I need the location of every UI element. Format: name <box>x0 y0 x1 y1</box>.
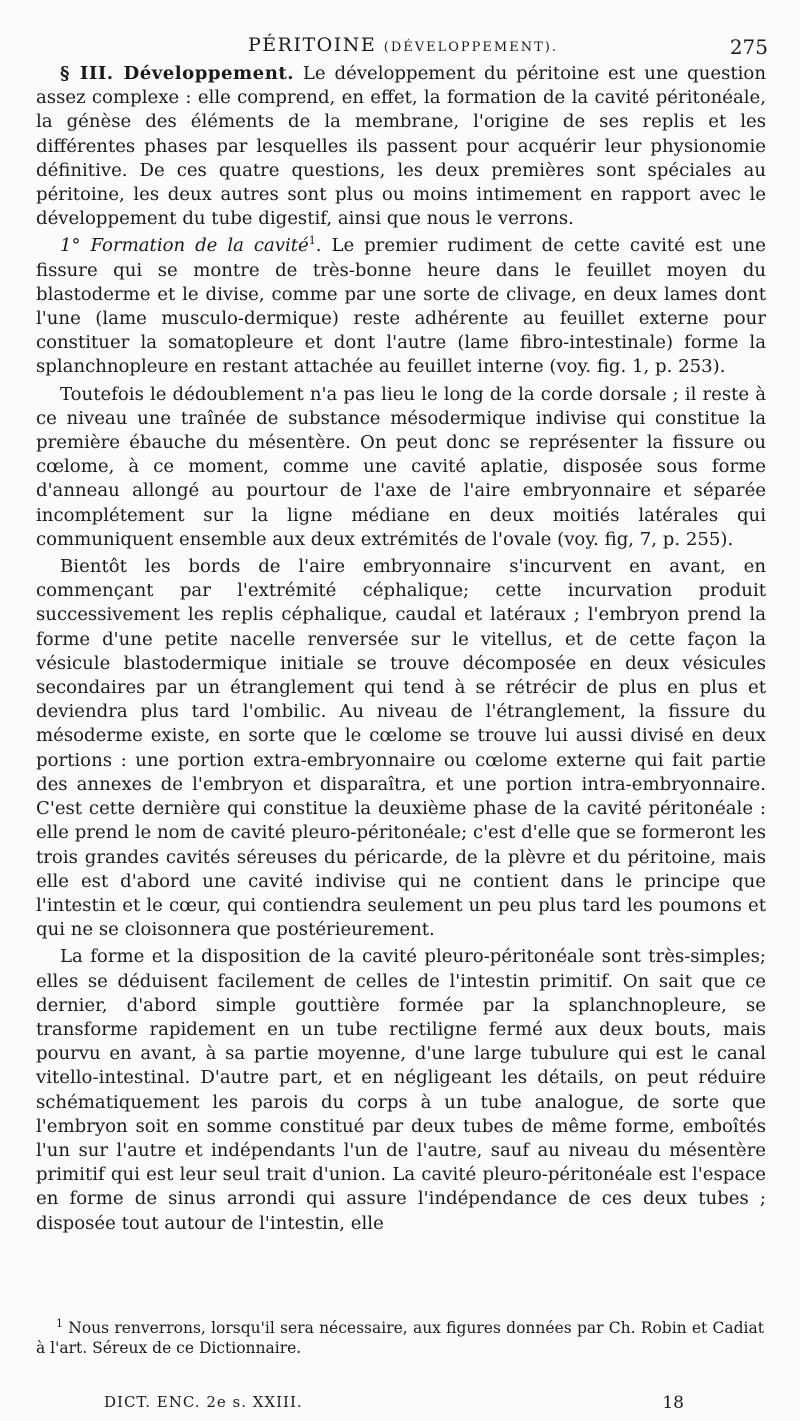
paragraph-forme-cavite <box>36 945 766 1235</box>
page-number: 275 <box>729 35 768 59</box>
running-title <box>36 34 770 56</box>
footnotes <box>36 1318 764 1358</box>
page-footer <box>60 1393 760 1415</box>
paragraph-incurvation <box>36 555 766 942</box>
footnote-text: Nous renverrons, lorsqu'il sera nécessaire, aux figures données par Ch. Robin et Cadiat à l'art. Séreux de ce Dictionnaire. <box>36 1319 764 1357</box>
header-title: PÉRITOINE <box>248 34 377 56</box>
running-head <box>36 28 770 62</box>
paragraph-text: Toutefois le dédoublement n'a pas lieu le long de la corde dorsale ; il reste à ce niveau une traînée de substance mésodermique indivise qui constitue la première ébauche du mésentère. On peut donc se représenter la fissure ou cœlome, à ce moment, comme une cavité aplatie, disposée sous forme d'anneau allongé au pourtour de l'axe de l'aire embryonnaire et séparée incomplétement sur la ligne médiane en deux moitiés latérales qui communiquent ensemble aux deux extrémités de l'ovale (voy. fig, 7, p. 255). <box>36 383 766 550</box>
section-heading: § III. Développement. <box>60 63 294 84</box>
signature-line: DICT. ENC. 2e s. XXIII. <box>104 1393 303 1411</box>
paragraph-text: . Le premier rudiment de cette cavité est une fissure qui se montre de très-bonne heure dans le feuillet moyen du blastoderme et le divise, comme par une sorte de clivage, en deux lames dont l'une (lame musculo-dermique) reste adhérente au feuillet externe pour constituer la somatopleure et dont l'autre (lame fibro-intestinale) forme la splanchnopleure en restant attachée au feuillet interne (voy. fig. 1, p. 253). <box>36 235 766 378</box>
paragraph-formation <box>36 234 766 379</box>
paragraph-text: La forme et la disposition de la cavité pleuro-péritonéale sont très-simples; elles se déduisent facilement de celles de l'intestin primitif. On sait que ce dernier, d'abord simple gouttière formée par la splanchnopleure, se transforme rapidement en un tube rectiligne fermé aux deux bouts, mais pourvu en avant, à sa partie moyenne, d'une large tubulure qui est le canal vitello-intestinal. D'autre part, et en négligeant les détails, on peut réduire schématiquement les parois du corps à un tube analogue, de sorte que l'embryon soit en somme constitué par deux tubes de même forme, emboîtés l'un sur l'autre et indépendants l'un de l'autre, sauf au niveau du mésentère primitif qui est leur seul trait d'union. La cavité pleuro-péritonéale est l'espace en forme de sinus arrondi qui assure l'indépendance de ces deux tubes ; disposée tout autour de l'intestin, elle <box>36 946 766 1234</box>
subsection-heading: 1° Formation de la cavité <box>60 235 309 257</box>
footnote <box>36 1318 764 1358</box>
paragraph-text: Le développement du péritoine est une question assez complexe : elle comprend, en effet, la formation de la cavité péritonéale, la génèse des éléments de la membrane, l'origine de ses replis et les différentes phases par lesquelles ils passent pour acquérir leur physionomie définitive. De ces quatre questions, les deux premières sont spéciales au péritoine, les deux autres sont plus ou moins intimement en rapport avec le développement du tube digestif, ainsi que nous le verrons. <box>36 63 766 230</box>
footnote-reference: 1 <box>308 234 316 248</box>
body-text <box>36 62 766 1236</box>
paragraph-intro <box>36 62 766 231</box>
signature-number: 18 <box>662 1393 684 1413</box>
paragraph-text: Bientôt les bords de l'aire embryonnaire s'incurvent en avant, en commençant par l'extrémité céphalique; cette incurvation produit successivement les replis céphalique, caudal et latéraux ; l'embryon prend la forme d'une petite nacelle renversée sur le vitellus, et de cette façon la vésicule blastodermique initiale se trouve décomposée en deux vésicules secondaires par un étranglement qui tend à se rétrécir de plus en plus et deviendra plus tard l'ombilic. Au niveau de l'étranglement, la fissure du mésoderme existe, en sorte que le cœlome se trouve lui aussi divisé en deux portions : une portion extra-embryonnaire ou cœlome externe qui fait partie des annexes de l'embryon et disparaîtra, et une portion intra-embryonnaire. C'est cette dernière qui constitue la deuxième phase de la cavité péritonéale : elle prend le nom de cavité pleuro-péritonéale; c'est d'elle que se formeront les trois grandes cavités séreuses du péricarde, de la plèvre et du péritoine, mais elle est d'abord une cavité indivise qui ne contient dans le principe que l'intestin et le cœur, qui contiendra seulement un peu plus tard les poumons et qui ne se cloisonnera que postérieurement. <box>36 556 766 941</box>
header-subtitle: (DÉVELOPPEMENT). <box>383 40 558 55</box>
paragraph-dedoublement <box>36 383 766 552</box>
footnote-marker: 1 <box>56 1316 63 1330</box>
